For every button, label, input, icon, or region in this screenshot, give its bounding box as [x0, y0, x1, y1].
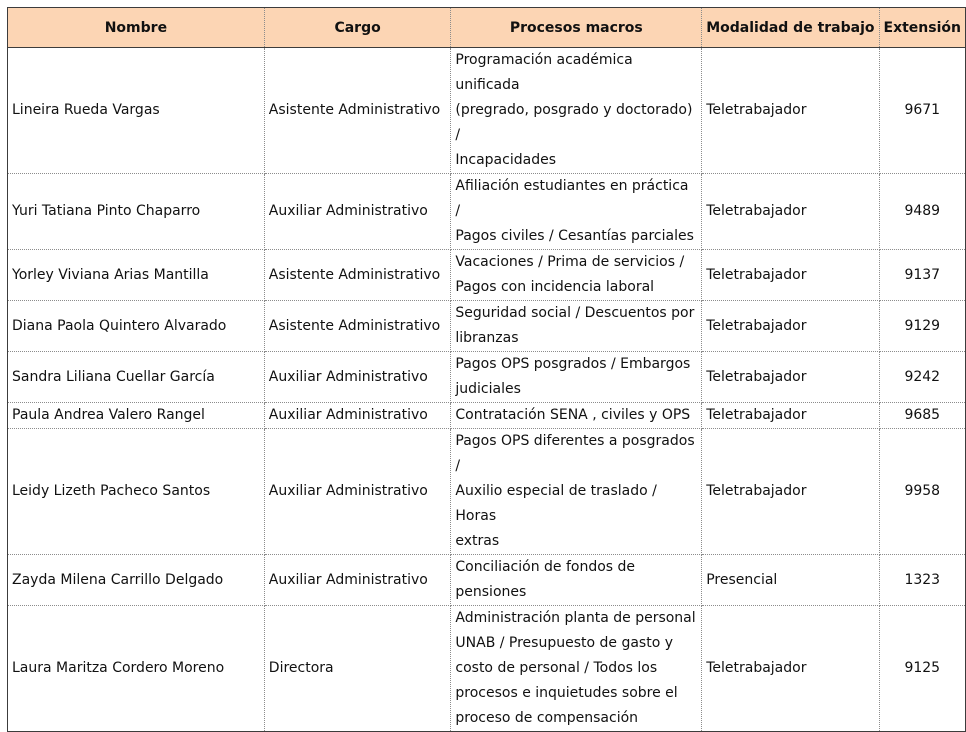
procesos-line: libranzas	[455, 330, 519, 346]
procesos-line: procesos e inquietudes sobre el	[455, 685, 678, 701]
table-row	[8, 250, 966, 301]
cell-modalidad: Teletrabajador	[702, 48, 879, 174]
cell-nombre: Diana Paola Quintero Alvarado	[8, 301, 265, 352]
cell-nombre: Leidy Lizeth Pacheco Santos	[8, 429, 265, 555]
cell-extension: 9137	[879, 250, 965, 301]
cell-cargo: Auxiliar Administrativo	[264, 352, 451, 403]
procesos-line: costo de personal / Todos los	[455, 660, 658, 676]
header-row	[8, 8, 966, 48]
procesos-line: Pagos civiles / Cesantías parciales	[455, 228, 694, 244]
cell-modalidad: Teletrabajador	[702, 250, 879, 301]
cell-procesos	[451, 352, 702, 403]
cell-procesos	[451, 403, 702, 429]
cell-cargo: Auxiliar Administrativo	[264, 403, 451, 429]
cell-nombre: Sandra Liliana Cuellar García	[8, 352, 265, 403]
table-row	[8, 174, 966, 250]
procesos-line: Contratación SENA , civiles y OPS	[455, 407, 691, 423]
procesos-line: Pagos OPS posgrados / Embargos	[455, 356, 691, 372]
cell-procesos	[451, 174, 702, 250]
cell-cargo: Auxiliar Administrativo	[264, 429, 451, 555]
table-row	[8, 429, 966, 555]
cell-extension: 9129	[879, 301, 965, 352]
cell-modalidad: Presencial	[702, 555, 879, 606]
cell-cargo: Asistente Administrativo	[264, 250, 451, 301]
header-nombre: Nombre	[8, 8, 265, 48]
procesos-line: Conciliación de fondos de pensiones	[455, 559, 636, 600]
cell-modalidad: Teletrabajador	[702, 174, 879, 250]
cell-nombre: Laura Maritza Cordero Moreno	[8, 606, 265, 732]
cell-nombre: Yuri Tatiana Pinto Chaparro	[8, 174, 265, 250]
procesos-line: (pregrado, posgrado y doctorado) /	[455, 102, 693, 143]
cell-extension: 9685	[879, 403, 965, 429]
procesos-line: Incapacidades	[455, 152, 556, 168]
table-row	[8, 606, 966, 732]
procesos-line: Pagos OPS diferentes a posgrados /	[455, 433, 695, 474]
procesos-line: Seguridad social / Descuentos por	[455, 305, 695, 321]
cell-procesos	[451, 555, 702, 606]
table-row	[8, 301, 966, 352]
cell-procesos	[451, 48, 702, 174]
cell-nombre: Zayda Milena Carrillo Delgado	[8, 555, 265, 606]
cell-cargo: Auxiliar Administrativo	[264, 555, 451, 606]
cell-extension: 9125	[879, 606, 965, 732]
cell-cargo: Auxiliar Administrativo	[264, 174, 451, 250]
cell-procesos	[451, 301, 702, 352]
cell-procesos	[451, 250, 702, 301]
cell-extension: 9671	[879, 48, 965, 174]
cell-procesos	[451, 429, 702, 555]
cell-nombre: Paula Andrea Valero Rangel	[8, 403, 265, 429]
table-row	[8, 352, 966, 403]
procesos-line: judiciales	[455, 381, 521, 397]
cell-modalidad: Teletrabajador	[702, 606, 879, 732]
cell-modalidad: Teletrabajador	[702, 301, 879, 352]
cell-modalidad: Teletrabajador	[702, 429, 879, 555]
table-row	[8, 403, 966, 429]
cell-procesos	[451, 606, 702, 732]
procesos-line: Administración planta de personal	[455, 610, 696, 626]
procesos-line: Pagos con incidencia laboral	[455, 279, 655, 295]
cell-extension: 9489	[879, 174, 965, 250]
cell-extension: 9958	[879, 429, 965, 555]
table-row	[8, 555, 966, 606]
header-extension: Extensión	[879, 8, 965, 48]
procesos-line: proceso de compensación	[455, 710, 639, 726]
header-procesos: Procesos macros	[451, 8, 702, 48]
staff-table	[7, 7, 966, 732]
cell-cargo: Asistente Administrativo	[264, 48, 451, 174]
table-body	[8, 48, 966, 732]
cell-modalidad: Teletrabajador	[702, 403, 879, 429]
cell-nombre: Lineira Rueda Vargas	[8, 48, 265, 174]
cell-modalidad: Teletrabajador	[702, 352, 879, 403]
procesos-line: Auxilio especial de traslado / Horas	[455, 483, 657, 524]
cell-extension: 9242	[879, 352, 965, 403]
cell-nombre: Yorley Viviana Arias Mantilla	[8, 250, 265, 301]
procesos-line: Vacaciones / Prima de servicios /	[455, 254, 685, 270]
procesos-line: Programación académica unificada	[455, 52, 633, 93]
cell-cargo: Directora	[264, 606, 451, 732]
cell-extension: 1323	[879, 555, 965, 606]
table-row	[8, 48, 966, 174]
cell-cargo: Asistente Administrativo	[264, 301, 451, 352]
header-cargo: Cargo	[264, 8, 451, 48]
procesos-line: Afiliación estudiantes en práctica /	[455, 178, 689, 219]
header-modalidad: Modalidad de trabajo	[702, 8, 879, 48]
procesos-line: UNAB / Presupuesto de gasto y	[455, 635, 674, 651]
procesos-line: extras	[455, 533, 500, 549]
